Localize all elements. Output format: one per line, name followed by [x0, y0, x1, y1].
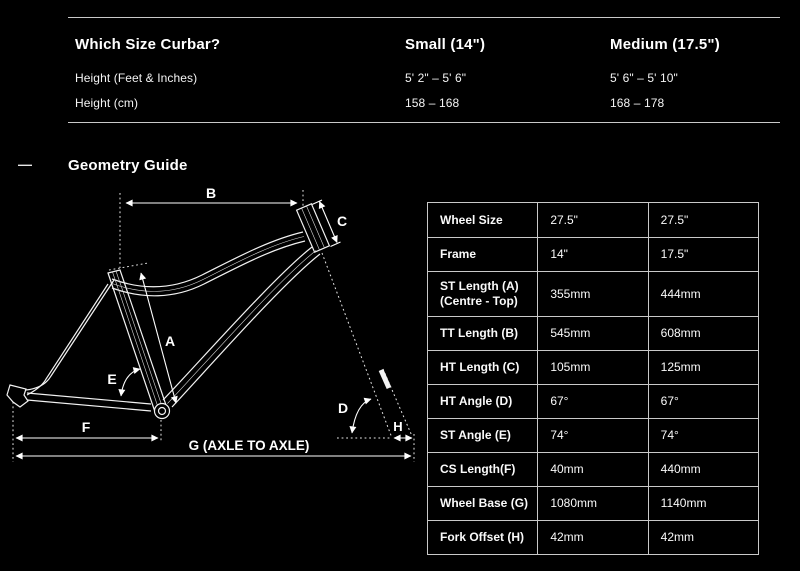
label-a-icon: A	[164, 333, 176, 349]
table-row	[428, 521, 759, 555]
value-height-ft-small: 5' 2" – 5' 6"	[405, 71, 467, 85]
label-g-icon: G (AXLE TO AXLE)	[188, 438, 310, 453]
geo-label: CS Length(F)	[428, 453, 538, 487]
row-label-height-cm: Height (cm)	[75, 96, 139, 110]
geo-value-small: 14"	[538, 238, 648, 272]
geo-value-medium: 444mm	[648, 272, 758, 317]
geo-value-medium: 17.5"	[648, 238, 758, 272]
geo-value-small: 74°	[538, 419, 648, 453]
table-row	[428, 419, 759, 453]
geo-value-small: 42mm	[538, 521, 648, 555]
geo-label: Wheel Size	[428, 203, 538, 238]
label-b-icon: B	[205, 185, 217, 201]
label-f-icon: F	[81, 419, 91, 435]
geo-value-small: 1080mm	[538, 487, 648, 521]
geo-value-small: 27.5"	[538, 203, 648, 238]
geo-value-small: 355mm	[538, 272, 648, 317]
table-row	[428, 317, 759, 351]
geo-value-medium: 67°	[648, 385, 758, 419]
label-d-icon: D	[337, 400, 349, 416]
geo-label: ST Length (A) (Centre - Top)	[428, 272, 538, 317]
geo-value-medium: 125mm	[648, 351, 758, 385]
table-row	[428, 351, 759, 385]
section-bullet-dash: —	[18, 156, 32, 172]
frame-outline	[7, 204, 389, 412]
geo-label: TT Length (B)	[428, 317, 538, 351]
table-row	[428, 385, 759, 419]
geo-value-medium: 27.5"	[648, 203, 758, 238]
geo-value-small: 545mm	[538, 317, 648, 351]
value-height-ft-medium: 5' 6" – 5' 10"	[610, 71, 678, 85]
table-row	[428, 203, 759, 238]
table-row	[428, 272, 759, 317]
geo-value-medium: 608mm	[648, 317, 758, 351]
size-guide-bottom-divider	[68, 122, 780, 123]
geo-label: HT Angle (D)	[428, 385, 538, 419]
top-divider	[68, 17, 780, 18]
value-height-cm-small: 158 – 168	[405, 96, 460, 110]
geometry-table	[427, 202, 759, 555]
geo-label: Wheel Base (G)	[428, 487, 538, 521]
geo-label: Fork Offset (H)	[428, 521, 538, 555]
geo-value-medium: 440mm	[648, 453, 758, 487]
table-row	[428, 238, 759, 272]
geo-label: HT Length (C)	[428, 351, 538, 385]
column-header-medium: Medium (17.5")	[610, 36, 720, 53]
geo-value-medium: 42mm	[648, 521, 758, 555]
row-label-height-ft: Height (Feet & Inches)	[75, 71, 198, 85]
size-guide-title: Which Size Curbar?	[75, 36, 221, 53]
geo-value-small: 105mm	[538, 351, 648, 385]
bike-geometry-diagram	[0, 180, 430, 570]
geo-value-small: 67°	[538, 385, 648, 419]
geo-value-medium: 1140mm	[648, 487, 758, 521]
column-header-small: Small (14")	[405, 36, 486, 53]
table-row	[428, 453, 759, 487]
label-e-icon: E	[107, 371, 117, 387]
label-h-icon: H	[393, 419, 403, 434]
dimension-arrows	[16, 200, 412, 456]
geo-value-medium: 74°	[648, 419, 758, 453]
value-height-cm-medium: 168 – 178	[610, 96, 665, 110]
geometry-guide-heading: Geometry Guide	[68, 157, 188, 174]
table-row	[428, 487, 759, 521]
geo-label: Frame	[428, 238, 538, 272]
bottom-bracket	[155, 404, 170, 419]
geo-label: ST Angle (E)	[428, 419, 538, 453]
geo-value-small: 40mm	[538, 453, 648, 487]
label-c-icon: C	[336, 213, 348, 229]
